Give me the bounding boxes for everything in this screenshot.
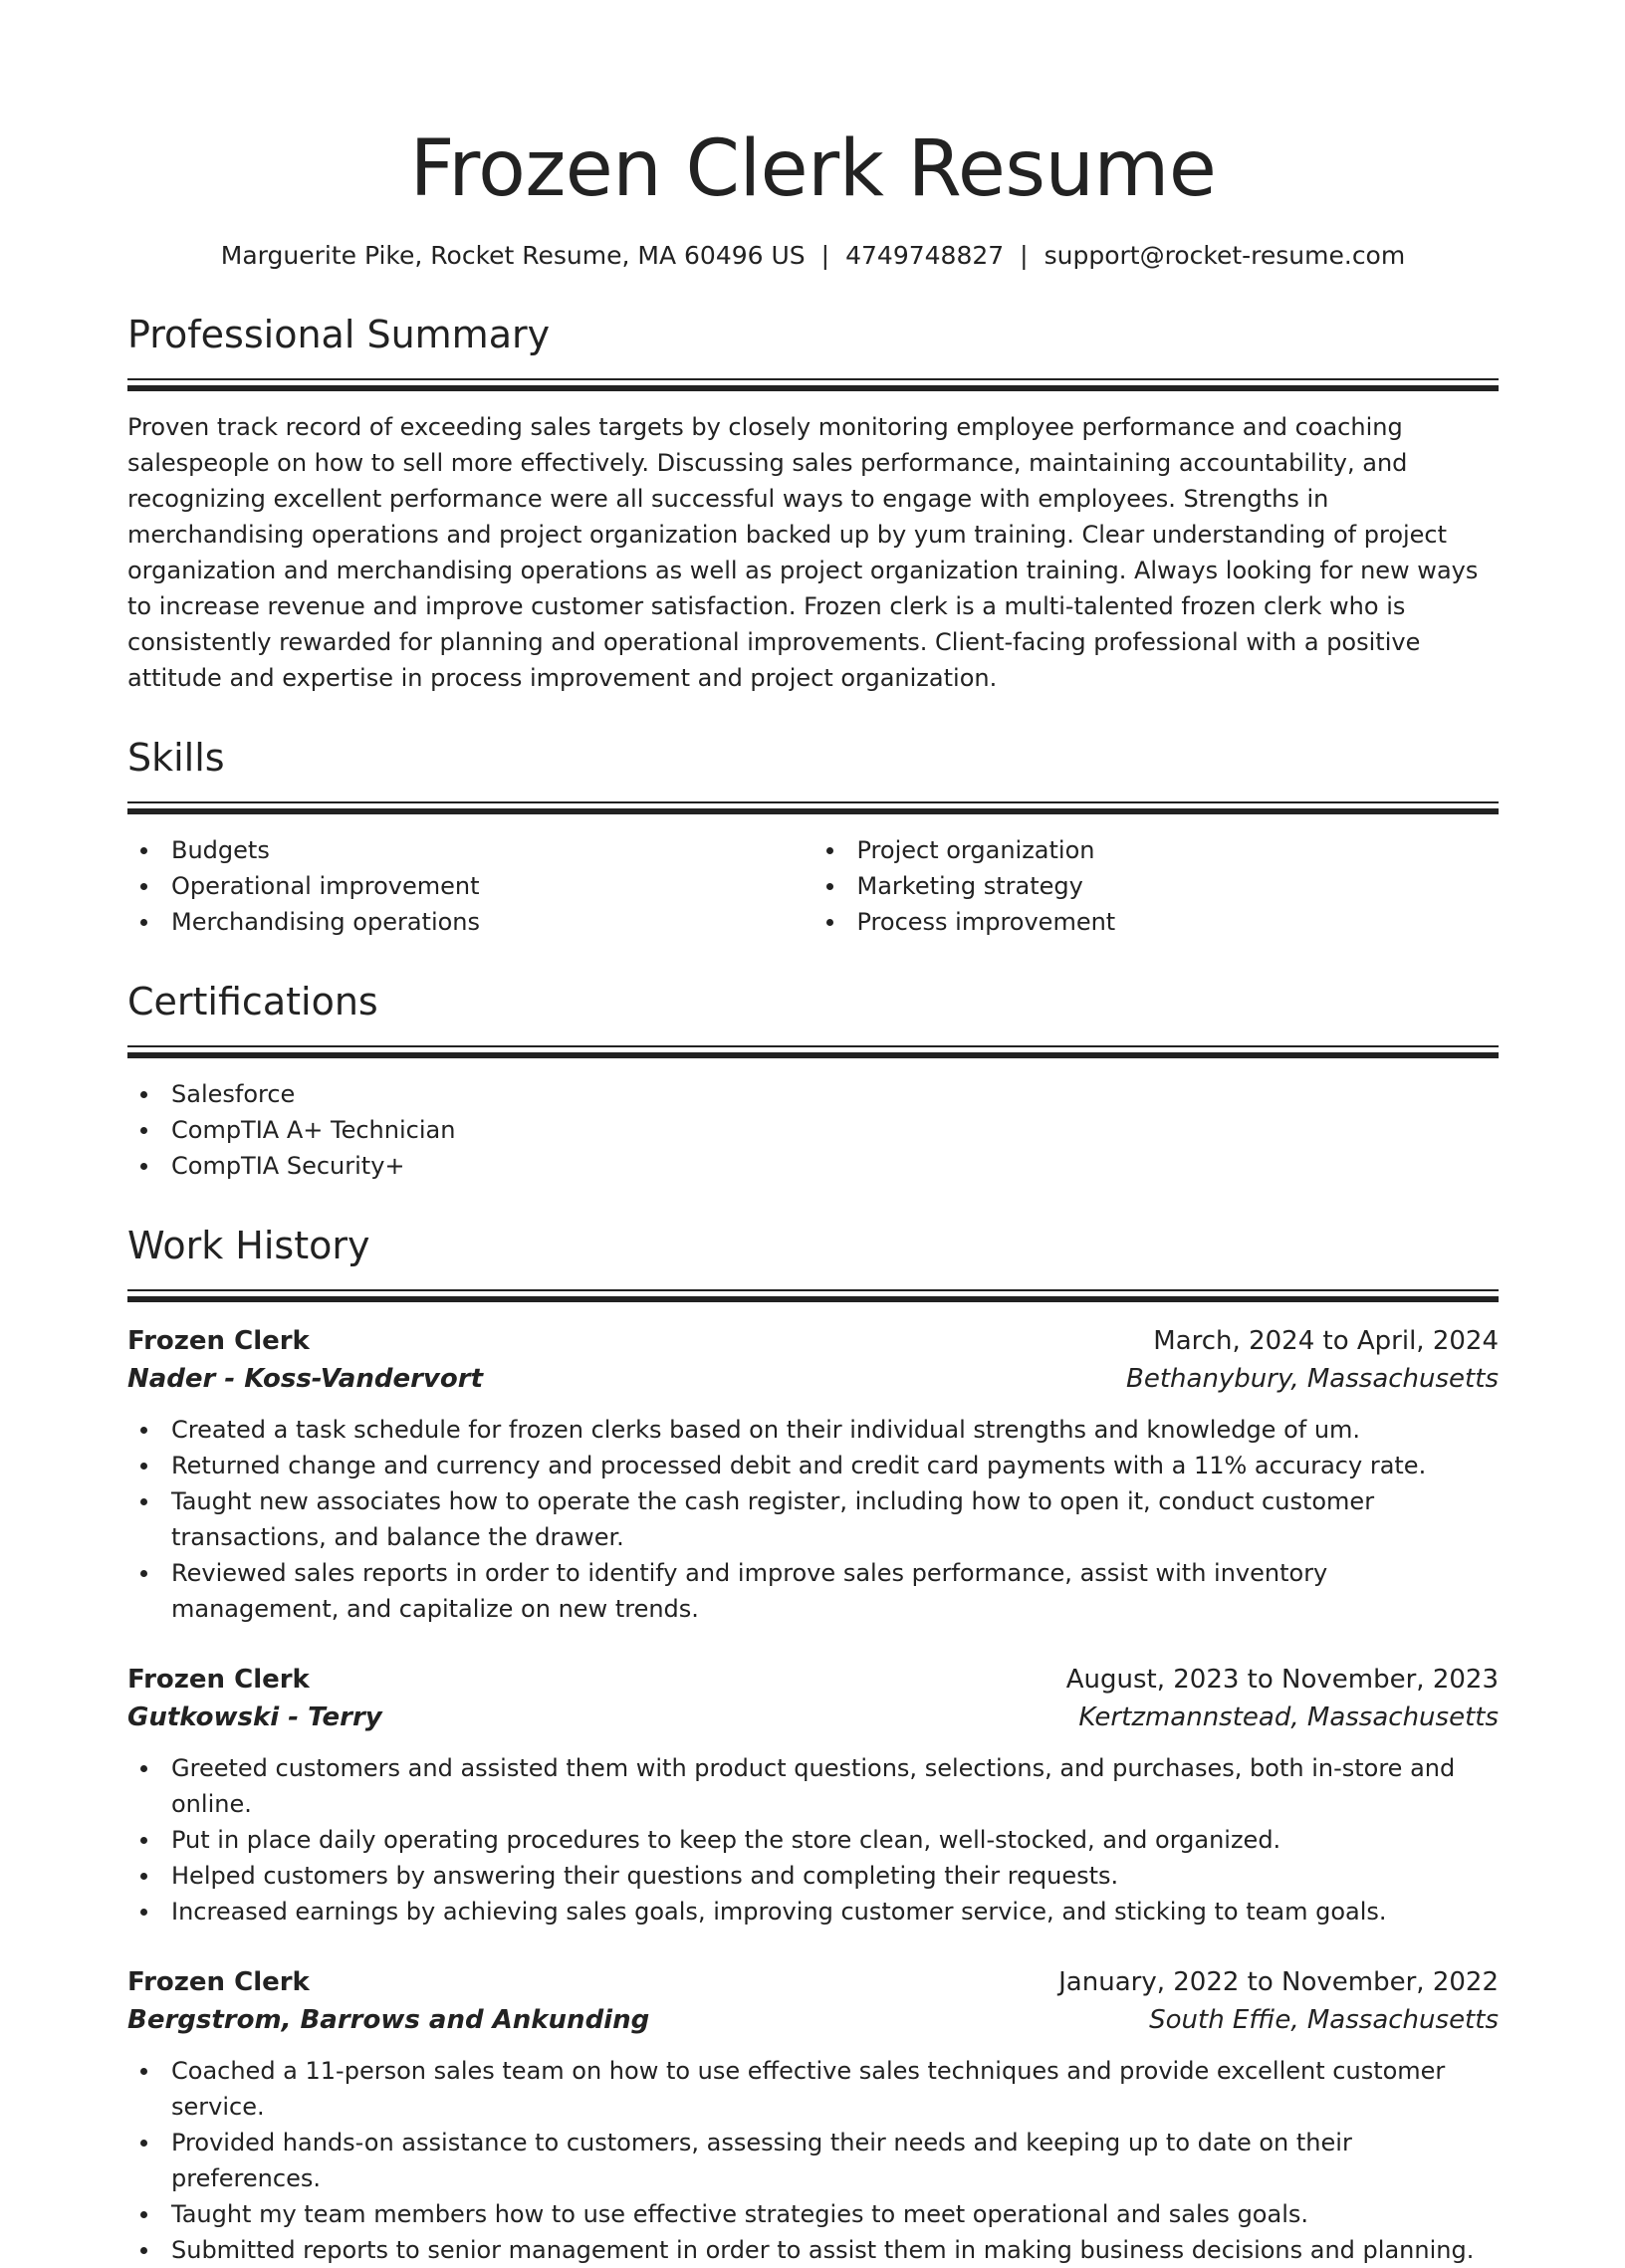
job-company: Nader - Koss-Vandervort xyxy=(127,1364,483,1394)
contact-email[interactable]: support@rocket-resume.com xyxy=(1044,241,1406,270)
job-bullet: Taught new associates how to operate the cash register, including how to open it, conduct customer transactions, and balance the drawer. xyxy=(127,1483,1499,1555)
summary-section xyxy=(127,311,1499,696)
job-dates: January, 2022 to November, 2022 xyxy=(1058,1967,1499,1997)
job-bullet: Greeted customers and assisted them with product questions, selections, and purchases, both in-store and online. xyxy=(127,1750,1499,1822)
section-divider xyxy=(127,378,1499,393)
contact-separator: | xyxy=(820,241,830,270)
job-dates: March, 2024 to April, 2024 xyxy=(1153,1326,1499,1356)
work-history-section xyxy=(127,1222,1499,2268)
certification-item: Salesforce xyxy=(127,1076,1499,1112)
certification-item: CompTIA Security+ xyxy=(127,1148,1499,1184)
section-divider xyxy=(127,1045,1499,1060)
job-bullets xyxy=(127,1412,1499,1627)
certifications-section xyxy=(127,978,1499,1184)
job-header-row xyxy=(127,1322,1499,1360)
job-location: South Effie, Massachusetts xyxy=(1149,2005,1499,2035)
skill-item: Project organization xyxy=(813,832,1500,868)
job-bullet: Created a task schedule for frozen clerks based on their individual strengths and knowledge of um. xyxy=(127,1412,1499,1448)
job-company: Bergstrom, Barrows and Ankunding xyxy=(127,2005,650,2035)
contact-phone: 4749748827 xyxy=(845,241,1005,270)
job-entry xyxy=(127,1322,1499,1627)
skills-list-right xyxy=(813,832,1500,940)
skill-item: Operational improvement xyxy=(127,868,813,904)
job-bullet: Submitted reports to senior management in order to assist them in making business decisions and planning. xyxy=(127,2232,1499,2268)
job-subheader-row xyxy=(127,1360,1499,1398)
section-divider xyxy=(127,1289,1499,1304)
summary-heading: Professional Summary xyxy=(127,313,551,356)
skills-section xyxy=(127,734,1499,940)
job-header-row xyxy=(127,1661,1499,1699)
job-bullet: Provided hands-on assistance to customers, assessing their needs and keeping up to date on their preferences. xyxy=(127,2125,1499,2196)
summary-text: Proven track record of exceeding sales targets by closely monitoring employee performance and coaching salespeople on how to sell more effectively. Discussing sales performance, maintaining accountability, and recognizing excellent performance were all successful ways to engage with employees. Strengths in merchandising operations and project organization backed up by yum training. Clear understanding of project organization and merchandising operations as well as project organization training. Always looking for new ways to increase revenue and improve customer satisfaction. Frozen clerk is a multi-talented frozen clerk who is consistently rewarded for planning and operational improvements. Client-facing professional with a positive attitude and expertise in process improvement and project organization. xyxy=(127,413,1479,692)
job-bullet: Put in place daily operating procedures to keep the store clean, well-stocked, and organized. xyxy=(127,1822,1499,1858)
job-bullet: Increased earnings by achieving sales goals, improving customer service, and sticking to team goals. xyxy=(127,1894,1499,1929)
job-title: Frozen Clerk xyxy=(127,1967,310,1997)
job-title: Frozen Clerk xyxy=(127,1665,310,1695)
skill-item: Merchandising operations xyxy=(127,904,813,940)
contact-line xyxy=(127,239,1499,273)
section-divider xyxy=(127,801,1499,816)
job-header-row xyxy=(127,1963,1499,2001)
job-subheader-row xyxy=(127,2001,1499,2039)
certification-item: CompTIA A+ Technician xyxy=(127,1112,1499,1148)
job-subheader-row xyxy=(127,1699,1499,1736)
resume-title: Frozen Clerk Resume xyxy=(409,124,1217,214)
job-bullets xyxy=(127,2053,1499,2268)
job-entry xyxy=(127,1661,1499,1929)
job-location: Kertzmannstead, Massachusetts xyxy=(1078,1702,1499,1732)
contact-separator: | xyxy=(1020,241,1029,270)
job-entry xyxy=(127,1963,1499,2268)
job-bullets xyxy=(127,1750,1499,1929)
skills-grid xyxy=(127,816,1499,940)
skill-item: Process improvement xyxy=(813,904,1500,940)
certifications-heading: Certifications xyxy=(127,980,378,1023)
job-bullet: Coached a 11-person sales team on how to use effective sales techniques and provide excellent customer service. xyxy=(127,2053,1499,2125)
skills-heading: Skills xyxy=(127,736,225,780)
job-bullet: Reviewed sales reports in order to identify and improve sales performance, assist with inventory management, and capitalize on new trends. xyxy=(127,1555,1499,1627)
job-bullet: Returned change and currency and processed debit and credit card payments with a 11% accuracy rate. xyxy=(127,1448,1499,1483)
certifications-list xyxy=(127,1076,1499,1184)
job-company: Gutkowski - Terry xyxy=(127,1702,382,1732)
job-bullet: Helped customers by answering their questions and completing their requests. xyxy=(127,1858,1499,1894)
job-bullet: Taught my team members how to use effective strategies to meet operational and sales goals. xyxy=(127,2196,1499,2232)
job-location: Bethanybury, Massachusetts xyxy=(1126,1364,1499,1394)
contact-address: Marguerite Pike, Rocket Resume, MA 60496 US xyxy=(220,241,806,270)
skills-list-left xyxy=(127,832,813,940)
work-history-heading: Work History xyxy=(127,1224,370,1267)
skill-item: Marketing strategy xyxy=(813,868,1500,904)
job-title: Frozen Clerk xyxy=(127,1326,310,1356)
job-dates: August, 2023 to November, 2023 xyxy=(1065,1665,1499,1695)
skill-item: Budgets xyxy=(127,832,813,868)
